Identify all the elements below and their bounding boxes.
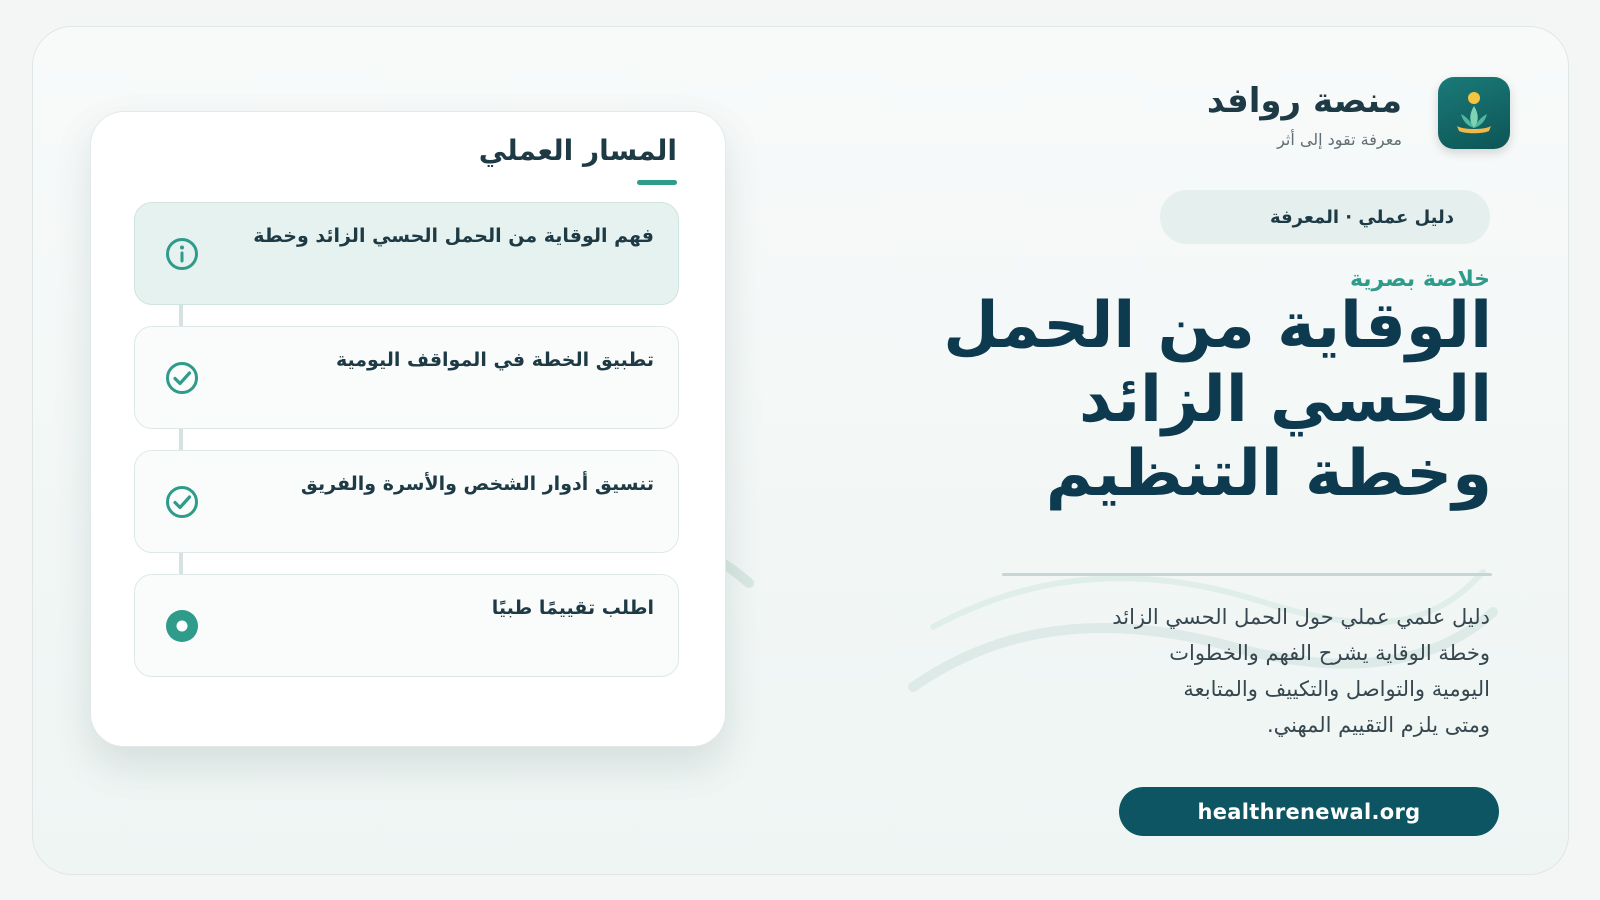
website-button[interactable]: healthrenewal.org (1119, 787, 1499, 836)
description (970, 599, 1490, 743)
headline-line-2: الحسي الزائد (1079, 363, 1492, 437)
step-connector (179, 428, 183, 452)
step-label: تطبيق الخطة في المواقف اليومية (335, 349, 654, 371)
category-pill: دليل عملي · المعرفة (1160, 190, 1490, 244)
headline-line-3: وخطة التنظيم (1045, 437, 1492, 511)
step-label: اطلب تقييمًا طبيًا (491, 597, 654, 619)
description-line-2: وخطة الوقاية يشرح الفهم والخطوات (1169, 641, 1490, 665)
panel-title-underline (637, 180, 677, 185)
brand-title: منصة روافد (1206, 80, 1402, 121)
path-step-4[interactable] (134, 574, 679, 677)
radio-dot-icon (165, 609, 199, 643)
lotus-sun-icon (1438, 77, 1510, 149)
path-panel (90, 111, 726, 747)
path-step-1[interactable] (134, 202, 679, 305)
description-line-1: دليل علمي عملي حول الحمل الحسي الزائد (1112, 605, 1490, 629)
check-circle-icon (165, 361, 199, 395)
step-label: فهم الوقاية من الحمل الحسي الزائد وخطة (253, 225, 654, 247)
slide-card (32, 26, 1569, 875)
divider (1002, 573, 1492, 576)
brand-tagline: معرفة تقود إلى أثر (1277, 129, 1402, 149)
path-step-2[interactable] (134, 326, 679, 429)
headline (912, 289, 1492, 511)
check-circle-icon (165, 485, 199, 519)
headline-line-1: الوقاية من الحمل (943, 289, 1492, 363)
description-line-3: اليومية والتواصل والتكييف والمتابعة (1183, 677, 1490, 701)
info-icon (165, 237, 199, 271)
brand (1207, 77, 1510, 149)
step-connector (179, 552, 183, 576)
panel-title: المسار العملي (478, 134, 677, 167)
eyebrow-label: خلاصة بصرية (1349, 267, 1490, 292)
path-step-3[interactable] (134, 450, 679, 553)
step-label: تنسيق أدوار الشخص والأسرة والفريق (300, 473, 654, 495)
description-line-4: ومتى يلزم التقييم المهني. (1266, 713, 1490, 737)
step-connector (179, 304, 183, 328)
